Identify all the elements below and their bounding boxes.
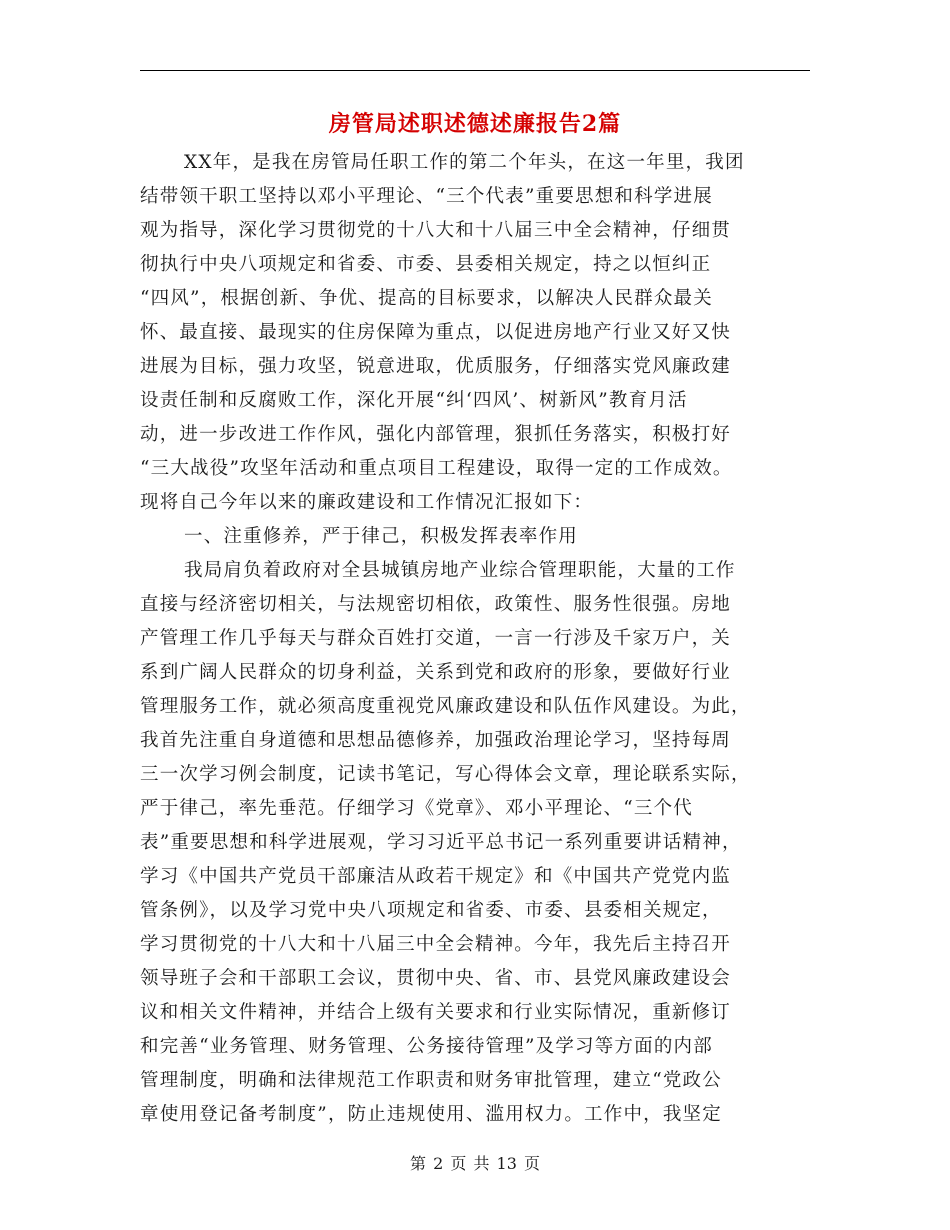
body-line: 现将自己今年以来的廉政建设和工作情况汇报如下： [140, 492, 594, 513]
body-line: 和完善“业务管理、财务管理、公务接待管理”及学习等方面的内部 [140, 1036, 713, 1057]
body-line: 学习贯彻党的十八大和十八届三中全会精神。今年，我先后主持召开 [140, 934, 732, 955]
body-line: 观为指导，深化学习贯彻党的十八大和十八届三中全会精神，仔细贯 [140, 220, 732, 241]
body-line: 严于律己，率先垂范。仔细学习《党章》、邓小平理论、“三个代 [140, 798, 694, 819]
body-line: 结带领干职工坚持以邓小平理论、“三个代表”重要思想和科学进展 [140, 186, 713, 207]
body-line: 管理制度，明确和法律规范工作职责和财务审批管理，建立“党政公 [140, 1070, 722, 1091]
body-line: 进展为目标，强力攻坚，锐意进取，优质服务，仔细落实党风廉政建 [140, 356, 732, 377]
body-line: 学习《中国共产党员干部廉洁从政若干规定》和《中国共产党党内监 [140, 866, 732, 887]
body-line: 三一次学习例会制度，记读书笔记，写心得体会文章，理论联系实际， [140, 764, 751, 785]
body-line: 管条例》，以及学习党中央八项规定和省委、市委、县委相关规定， [140, 900, 722, 921]
body-line: 直接与经济密切相关，与法规密切相依，政策性、服务性很强。房地 [140, 594, 732, 615]
body-line: 怀、最直接、最现实的住房保障为重点，以促进房地产行业又好又快 [140, 322, 732, 343]
body-line: 管理服务工作，就必须高度重视党风廉政建设和队伍作风建设。为此， [140, 696, 751, 717]
body-line: 我局肩负着政府对全县城镇房地产业综合管理职能，大量的工作 [184, 560, 736, 581]
body-line: 领导班子会和干部职工会议，贯彻中央、省、市、县党风廉政建设会 [140, 968, 732, 989]
body-line: 彻执行中央八项规定和省委、市委、县委相关规定，持之以恒纠正 [140, 254, 712, 275]
page-number-footer: 第 2 页 共 13 页 [410, 1154, 540, 1173]
body-line: “四风”，根据创新、争优、提高的目标要求，以解决人民群众最关 [140, 288, 713, 309]
body-line: 章使用登记备考制度”，防止违规使用、滥用权力。工作中，我坚定 [140, 1104, 722, 1125]
body-line: 我首先注重自身道德和思想品德修养，加强政治理论学习，坚持每周 [140, 730, 732, 751]
body-line: 系到广阔人民群众的切身利益，关系到党和政府的形象，要做好行业 [140, 662, 732, 683]
document-title: 房管局述职述德述廉报告2篇 [328, 111, 622, 137]
body-line: “三大战役”攻坚年活动和重点项目工程建设，取得一定的工作成效。 [140, 458, 733, 479]
body-line: 设责任制和反腐败工作，深化开展“纠‘四风’、树新风”教育月活 [140, 390, 688, 411]
body-line: XX年，是我在房管局任职工作的第二个年头，在这一年里，我团 [184, 152, 745, 173]
body-line: 表”重要思想和科学进展观，学习习近平总书记一系列重要讲话精神， [140, 832, 742, 853]
body-line: 动，进一步改进工作作风，强化内部管理，狠抓任务落实，积极打好 [140, 424, 732, 445]
document-body [140, 146, 800, 1132]
body-line: 议和相关文件精神，并结合上级有关要求和行业实际情况，重新修订 [140, 1002, 732, 1023]
body-line: 产管理工作几乎每天与群众百姓打交道，一言一行涉及千家万户，关 [140, 628, 732, 649]
section-heading: 一、注重修养，严于律己，积极发挥表率作用 [184, 526, 579, 547]
header-rule [140, 70, 810, 71]
